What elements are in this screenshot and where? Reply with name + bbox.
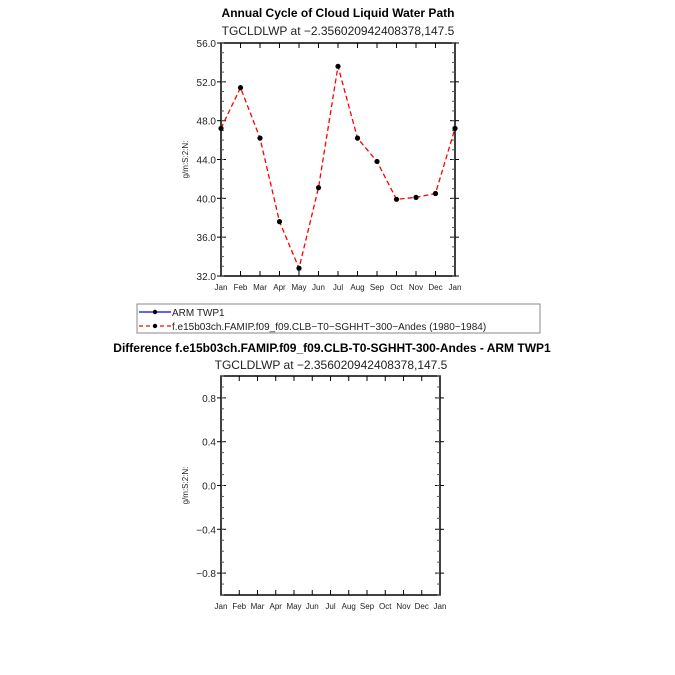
- plot-frame: [221, 376, 440, 595]
- legend-label-arm: ARM TWP1: [172, 308, 225, 319]
- x-tick-label: Jul: [332, 283, 344, 292]
- y-tick-label: 0.8: [202, 393, 216, 405]
- x-tick-label: Jan: [214, 283, 228, 292]
- chart-subtitle-top: TGCLDLWP at −2.356020942408378,147.5: [221, 24, 455, 38]
- y-tick-label: 44.0: [196, 155, 216, 167]
- y-axis-label: g/m:S:2:N:: [181, 140, 190, 179]
- x-tick-label: Jan: [448, 283, 462, 292]
- x-tick-label: Dec: [414, 602, 429, 611]
- x-tick-label: Feb: [232, 602, 247, 611]
- x-tick-label: Aug: [350, 283, 365, 292]
- y-tick-label: 32.0: [196, 272, 216, 283]
- x-tick-label: Sep: [359, 602, 375, 611]
- x-tick-label: Nov: [408, 283, 424, 292]
- x-tick-label: Mar: [253, 283, 267, 292]
- series-line: [221, 66, 455, 268]
- chart-title-top: Annual Cycle of Cloud Liquid Water Path: [221, 6, 455, 20]
- data-point: [316, 185, 321, 190]
- y-tick-label: 36.0: [196, 233, 216, 245]
- data-point: [257, 136, 262, 141]
- legend-marker-model: [153, 324, 157, 328]
- y-tick-label: 40.0: [196, 194, 216, 206]
- y-axis-label: g/m:S:2:N:: [181, 466, 190, 505]
- x-tick-label: Nov: [396, 602, 411, 611]
- chart-subtitle-bottom: TGCLDLWP at −2.356020942408378,147.5: [214, 358, 448, 372]
- x-tick-label: Jan: [433, 602, 447, 611]
- bottom-plot: [181, 376, 446, 611]
- x-tick-label: Dec: [428, 283, 443, 292]
- legend-label-model: f.e15b03ch.FAMIP.f09_f09.CLB−T0−SGHHT−300−Andes (1980−1984): [172, 322, 487, 333]
- x-tick-label: Oct: [390, 283, 403, 292]
- y-tick-label: 48.0: [196, 116, 216, 128]
- x-tick-label: Jul: [325, 602, 336, 611]
- data-point: [296, 266, 301, 271]
- data-point: [374, 159, 379, 164]
- x-tick-label: Apr: [273, 283, 286, 292]
- data-point: [394, 197, 399, 202]
- x-tick-label: Jun: [305, 602, 319, 611]
- x-tick-label: Aug: [341, 602, 356, 611]
- data-point: [452, 126, 457, 131]
- data-point: [218, 126, 223, 131]
- legend: [137, 304, 540, 333]
- x-tick-label: Oct: [379, 602, 392, 611]
- y-tick-label: 52.0: [196, 77, 216, 89]
- x-tick-label: Sep: [369, 283, 385, 292]
- x-tick-label: Feb: [233, 283, 248, 292]
- x-tick-label: May: [291, 283, 307, 292]
- data-point: [335, 64, 340, 69]
- data-point: [413, 195, 418, 200]
- x-tick-label: Apr: [269, 602, 282, 611]
- data-point: [277, 219, 282, 224]
- y-tick-label: 0.0: [202, 481, 216, 493]
- data-point: [238, 85, 243, 90]
- x-tick-label: Mar: [250, 602, 265, 611]
- plot-frame: [221, 43, 455, 276]
- data-point: [433, 191, 438, 196]
- y-tick-label: 56.0: [196, 39, 216, 50]
- top-plot: [181, 39, 461, 292]
- chart-title-bottom: Difference f.e15b03ch.FAMIP.f09_f09.CLB-T0-SGHHT-300-Andes - ARM TWP1: [113, 341, 551, 355]
- data-point: [355, 136, 360, 141]
- y-tick-label: −0.4: [196, 525, 216, 537]
- legend-marker-arm: [153, 310, 157, 314]
- y-tick-label: −0.8: [196, 569, 216, 581]
- x-tick-label: May: [286, 602, 302, 611]
- x-tick-label: Jan: [214, 602, 228, 611]
- x-tick-label: Jun: [312, 283, 325, 292]
- y-tick-label: 0.4: [202, 437, 216, 449]
